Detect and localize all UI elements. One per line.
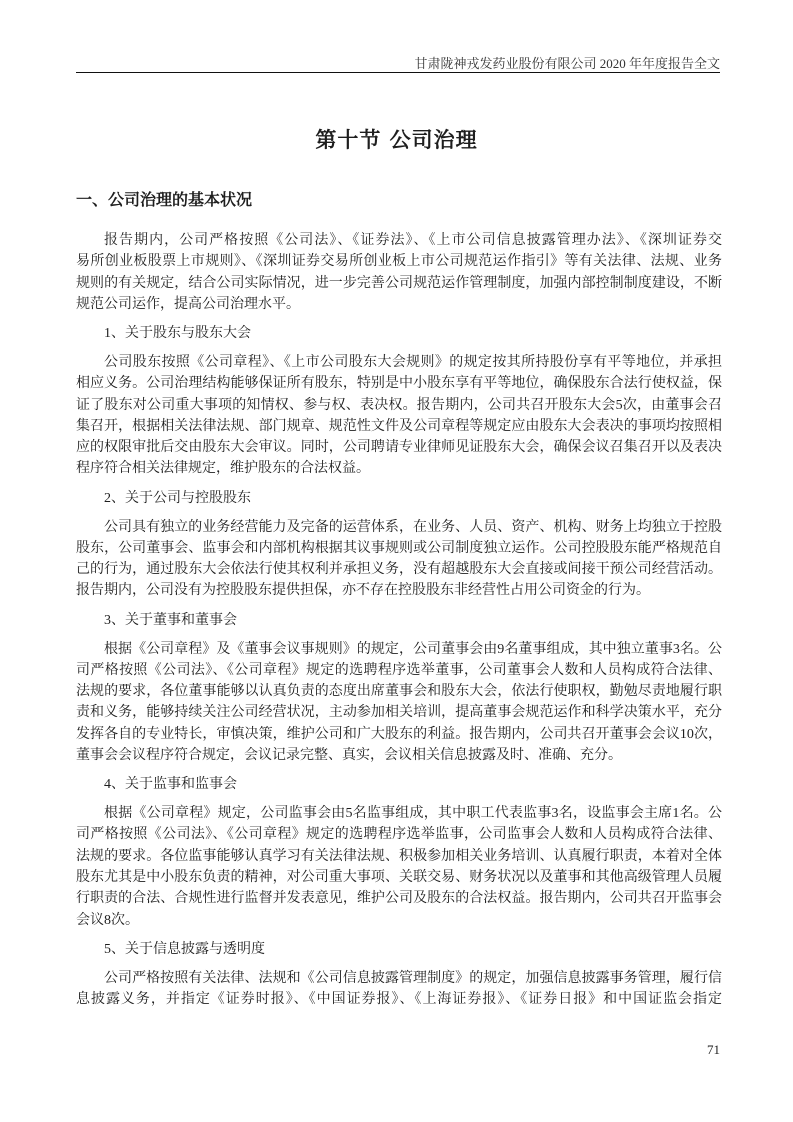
subsection-heading: 1、关于股东与股东大会 — [104, 326, 251, 342]
section-heading: 一、公司治理的基本状况 — [76, 190, 253, 209]
paragraph-line: 集召开，根据相关法律法规、部门规章、规范性文件及公司章程等规定应由股东大会表决的事项均按照相 — [76, 418, 722, 434]
page-number: 71 — [707, 1042, 720, 1057]
paragraph-line: 报告期内，公司没有为控股股东提供担保，亦不存在控股股东非经营性占用公司资金的行为。 — [76, 583, 650, 599]
paragraph-line: 责和义务，能够持续关注公司经营状况，主动参加相关培训，提高董事会规范运作和科学决策水平，充分 — [76, 705, 722, 721]
paragraph — [76, 803, 722, 931]
paragraph — [76, 639, 722, 767]
paragraph-line: 息披露义务，并指定《证券时报》、《中国证券报》、《上海证券报》、《证券日报》和中国证监会指定 — [76, 992, 722, 1007]
paragraph-line: 报告期内，公司严格按照《公司法》、《证券法》、《上市公司信息披露管理办法》、《深圳证券交 — [104, 233, 722, 248]
paragraph-line: 会议8次。 — [76, 912, 139, 928]
chapter-title: 第十节 公司治理 — [315, 128, 478, 152]
paragraph-line: 司严格按照《公司法》、《公司章程》规定的选聘程序选举董事，公司董事会人数和人员构成符合法律、 — [76, 662, 722, 678]
paragraph-line: 规范公司运作，提高公司治理水平。 — [76, 296, 300, 312]
paragraph-line: 应的权限审批后交由股东大会审议。同时，公司聘请专业律师见证股东大会，确保会议召集召开以及表决 — [76, 440, 722, 456]
paragraph-line: 公司股东按照《公司章程》、《上市公司股东大会规则》的规定按其所持股份享有平等地位，并承担 — [104, 354, 722, 370]
running-header: 甘肃陇神戎发药业股份有限公司 2020 年年度报告全文 — [414, 56, 720, 71]
subsection-heading: 4、关于监事和监事会 — [104, 777, 237, 793]
paragraph — [76, 352, 722, 480]
document-body — [76, 230, 722, 1010]
paragraph-line: 己的行为，通过股东大会依法行使其权利并承担义务，没有超越股东大会直接或间接干预公司经营活动。 — [76, 562, 722, 578]
paragraph — [76, 968, 722, 1011]
paragraph-line: 发挥各自的专业特长，审慎决策，维护公司和广大股东的利益。报告期内，公司共召开董事会会议10次， — [76, 726, 722, 742]
paragraph-line: 法规的要求，各位董事能够以认真负责的态度出席董事会和股东大会，依法行使职权，勤勉尽责地履行职 — [76, 684, 722, 700]
paragraph-line: 程序符合相关法律规定，维护股东的合法权益。 — [76, 461, 370, 477]
subsection-heading: 2、关于公司与控股股东 — [104, 490, 251, 506]
paragraph-line: 公司严格按照有关法律、法规和《公司信息披露管理制度》的规定，加强信息披露事务管理，履行信 — [104, 970, 722, 986]
paragraph-line: 根据《公司章程》及《董事会议事规则》的规定，公司董事会由9名董事组成，其中独立董事3名。公 — [104, 641, 722, 657]
paragraph-line: 证了股东对公司重大事项的知情权、参与权、表决权。报告期内，公司共召开股东大会5次，由董事会召 — [76, 397, 722, 413]
paragraph-line: 相应义务。公司治理结构能够保证所有股东，特别是中小股东享有平等地位，确保股东合法行使权益，保 — [76, 376, 722, 392]
paragraph-line: 易所创业板股票上市规则》、《深圳证券交易所创业板上市公司规范运作指引》等有关法律、法规、业务 — [76, 254, 722, 270]
subsection-heading: 5、关于信息披露与透明度 — [104, 941, 265, 957]
paragraph — [76, 517, 722, 602]
paragraph-line: 规则的有关规定，结合公司实际情况，进一步完善公司规范运作管理制度，加强内部控制制度建设，不断 — [76, 275, 722, 291]
header-divider — [76, 72, 720, 73]
paragraph-line: 根据《公司章程》规定，公司监事会由5名监事组成，其中职工代表监事3名，设监事会主席1名。公 — [104, 806, 722, 822]
subsection-heading: 3、关于董事和董事会 — [104, 612, 237, 628]
paragraph-line: 司严格按照《公司法》、《公司章程》规定的选聘程序选举监事，公司监事会人数和人员构成符合法律、 — [76, 827, 722, 843]
paragraph-line: 公司具有独立的业务经营能力及完备的运营体系，在业务、人员、资产、机构、财务上均独立于控股 — [104, 519, 722, 535]
paragraph — [76, 230, 722, 315]
paragraph-line: 法规的要求。各位监事能够认真学习有关法律法规、积极参加相关业务培训、认真履行职责，本着对全体 — [76, 848, 722, 864]
paragraph-line: 股东尤其是中小股东负责的精神，对公司重大事项、关联交易、财务状况以及董事和其他高级管理人员履 — [76, 870, 722, 886]
paragraph-line: 董事会会议程序符合规定，会议记录完整、真实，会议相关信息披露及时、准确、充分。 — [76, 748, 622, 764]
paragraph-line: 行职责的合法、合规性进行监督并发表意见，维护公司及股东的合法权益。报告期内，公司共召开监事会 — [76, 891, 722, 907]
paragraph-line: 股东，公司董事会、监事会和内部机构根据其议事规则或公司制度独立运作。公司控股股东能严格规范自 — [76, 540, 722, 556]
